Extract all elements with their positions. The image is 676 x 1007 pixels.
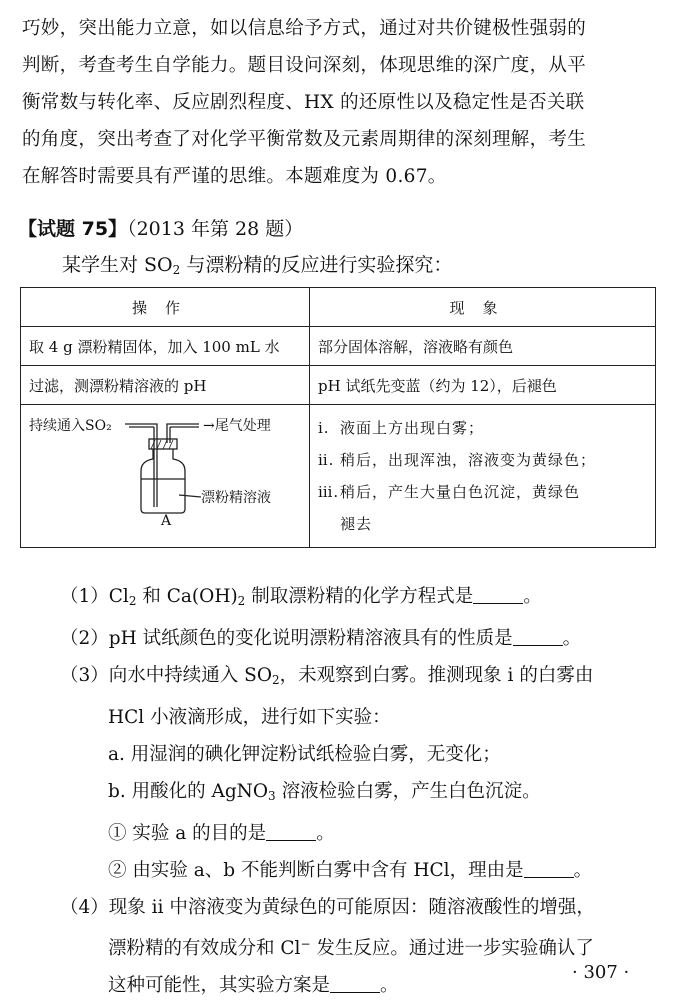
answer-blank[interactable] <box>266 822 316 841</box>
question-source: （2013 年第 28 题） <box>127 218 304 240</box>
apparatus-diagram <box>29 415 299 535</box>
question-1: $(1)Cl_2$ 和 $Ca(OH)_2$ 制取漂粉精的化学方程式是 。 <box>60 586 542 608</box>
observation-item: 褪去 <box>340 515 373 533</box>
observation-item: ⅱ. 稍后，出现浑浊，溶液变为黄绿色； <box>318 451 597 469</box>
phenomenon-cell: 部分固体溶解，溶液略有颜色 <box>310 327 656 366</box>
header-phenomenon: 现象 <box>310 288 656 327</box>
intro-line: 的角度，突出考查了对化学平衡常数及元素周期律的深刻理解，考生 <box>22 129 587 150</box>
intro-line: 在解答时需要具有严谨的思维。本题难度为 0.67。 <box>22 166 447 187</box>
table-row <box>21 405 656 548</box>
question-4-line3: 这种可能性，其实验方案是 。 <box>108 975 399 996</box>
experiment-b: b. 用酸化的 AgNO$_3$ 溶液检验白雾，产生白色沉淀。 <box>108 781 541 803</box>
question-label: 【试题 75】 <box>18 218 128 240</box>
question-2: （2）pH 试纸颜色的变化说明漂粉精溶液具有的性质是 。 <box>60 628 582 649</box>
intro-line: 判断，考查考生自学能力。题目设问深刻，体现思维的深广度，从平 <box>22 55 587 76</box>
observation-item: ⅰ. 液面上方出现白雾； <box>318 419 485 437</box>
question-4-line2: 漂粉精的有效成分和 Cl− 发生反应。通过进一步实验确认了 <box>108 937 594 959</box>
answer-blank[interactable] <box>524 859 574 878</box>
intro-paragraph <box>22 10 656 195</box>
answer-blank[interactable] <box>330 974 380 993</box>
page-number: · 307 · <box>572 962 630 983</box>
experiment-table <box>20 287 656 548</box>
observation-item: ⅲ.稍后，产生大量白色沉淀，黄绿色 <box>318 483 581 501</box>
header-operation: 操作 <box>21 288 310 327</box>
operation-cell: 过滤，测漂粉精溶液的 pH <box>21 366 310 405</box>
question-4: （4）现象 ⅱ 中溶液变为黄绿色的可能原因：随溶液酸性的增强， <box>60 897 595 918</box>
answer-blank[interactable] <box>473 585 523 604</box>
outlet-label: →尾气处理 <box>203 418 271 434</box>
inlet-label: 持续通入SO₂ <box>29 418 112 434</box>
phenomenon-cell: pH 试纸先变蓝（约为 12），后褪色 <box>310 366 656 405</box>
table-header-row <box>21 288 656 327</box>
solution-label: 漂粉精溶液 <box>201 490 271 506</box>
question-3: （3）向水中持续通入 $SO_2$，未观察到白雾。推测现象 ⅰ 的白雾由 <box>60 665 594 687</box>
question-3-1: ① 实验 a 的目的是 。 <box>108 823 335 844</box>
flask-label: A <box>161 513 172 529</box>
sub-questions <box>60 578 660 1004</box>
question-stem: 某学生对 $SO_2$ 与漂粉精的反应进行实验探究： <box>62 254 453 277</box>
question-header <box>18 214 303 241</box>
operation-cell: 取 4 g 漂粉精固体，加入 100 mL 水 <box>21 327 310 366</box>
experiment-a: a. 用湿润的碘化钾淀粉试纸检验白雾，无变化； <box>108 744 501 765</box>
question-3-2: ② 由实验 a、b 不能判断白雾中含有 HCl，理由是 。 <box>108 860 593 881</box>
phenomenon-list-cell <box>310 405 656 548</box>
question-3-line2: HCl 小液滴形成，进行如下实验： <box>108 707 391 728</box>
answer-blank[interactable] <box>513 627 563 646</box>
apparatus-cell <box>21 405 310 548</box>
gas-washing-bottle-icon <box>29 415 299 535</box>
table-row <box>21 366 656 405</box>
intro-line: 巧妙，突出能力立意，如以信息给予方式，通过对共价键极性强弱的 <box>22 18 587 39</box>
table-row <box>21 327 656 366</box>
intro-line: 衡常数与转化率、反应剧烈程度、HX 的还原性以及稳定性是否关联 <box>22 92 585 113</box>
